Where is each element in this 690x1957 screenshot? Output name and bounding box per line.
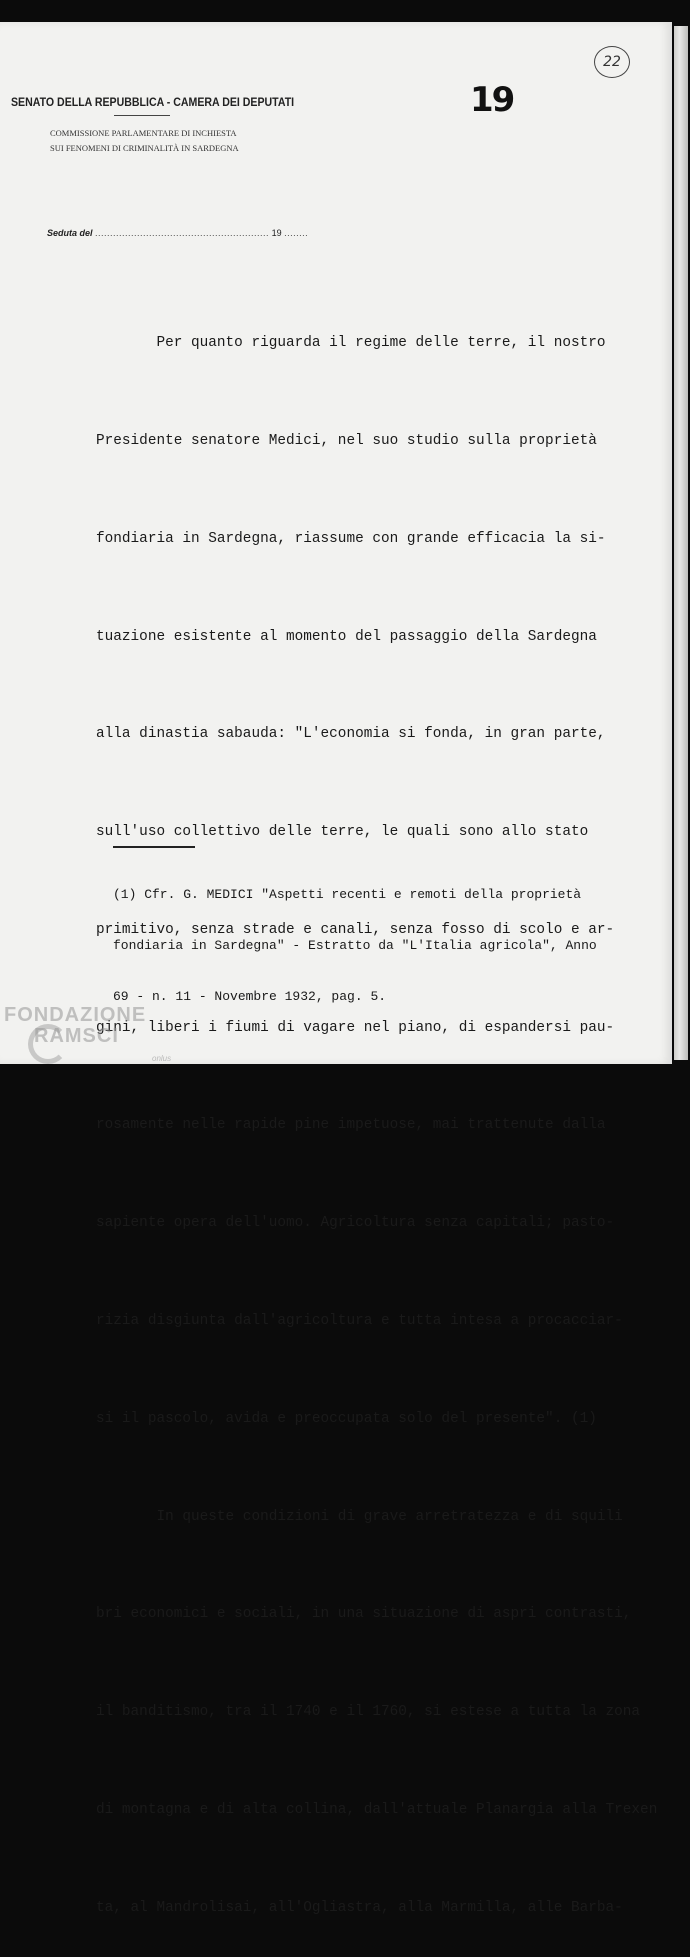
body-line: ta, al Mandrolisai, all'Ogliastra, alla Marmilla, alle Barba- — [96, 1899, 623, 1916]
body-line: Per quanto riguarda il regime delle terre, il nostro — [96, 335, 606, 352]
body-line: si il pascolo, avida e preoccupata solo del presente". (1) — [96, 1410, 597, 1427]
handwritten-page-number: 19 — [470, 80, 514, 120]
page-edge — [674, 26, 688, 1060]
footnote-line: fondiaria in Sardegna" - Estratto da "L'Italia agricola", Anno — [113, 938, 597, 953]
body-line: rosamente nelle rapide pine impetuose, mai trattenute dalla — [96, 1117, 606, 1134]
body-line: il banditismo, tra il 1740 e il 1760, si estese a tutta la zona — [96, 1704, 641, 1721]
heading-underline — [114, 115, 170, 116]
body-line: sull'uso collettivo delle terre, le quali sono allo stato — [96, 824, 589, 841]
body-line: di montagna e di alta collina, dall'attuale Planargia alla Trexen — [96, 1801, 658, 1818]
watermark-g-logo-icon — [28, 1024, 68, 1064]
fondazione-gramsci-watermark — [4, 1004, 172, 1063]
seduta-dots: .......................................................... — [95, 228, 270, 238]
seduta-year-prefix: 19 — [271, 228, 282, 238]
commission-line-1: COMMISSIONE PARLAMENTARE DI INCHIESTA — [50, 128, 237, 138]
footnote-line: 69 - n. 11 - Novembre 1932, pag. 5. — [113, 989, 387, 1004]
footnote — [113, 852, 597, 1022]
footnote-line: (1) Cfr. G. MEDICI "Aspetti recenti e remoti della proprietà — [113, 887, 582, 902]
seduta-date-line — [47, 228, 308, 238]
watermark-onlus: onlus — [152, 1054, 172, 1063]
seduta-label: Seduta del — [47, 228, 93, 238]
body-line: sapiente opera dell'uomo. Agricoltura senza capitali; pasto- — [96, 1215, 615, 1232]
body-line: tuazione esistente al momento del passaggio della Sardegna — [96, 628, 597, 645]
seduta-trailing-dots: ........ — [284, 228, 309, 238]
institution-heading: SENATO DELLA REPUBBLICA - CAMERA DEI DEPUTATI — [11, 97, 295, 109]
commission-line-2: SUI FENOMENI DI CRIMINALITÀ IN SARDEGNA — [50, 143, 239, 153]
footnote-separator — [113, 846, 195, 848]
body-line: Presidente senatore Medici, nel suo studio sulla proprietà — [96, 432, 597, 449]
commission-block — [50, 126, 239, 156]
watermark-line-2: RAMSCI — [34, 1025, 119, 1047]
body-line: bri economici e sociali, in una situazione di aspri contrasti, — [96, 1606, 632, 1623]
watermark-line-1: FONDAZIONE — [4, 1004, 147, 1026]
circled-archive-number: 22 — [594, 46, 630, 78]
body-line: fondiaria in Sardegna, riassume con grande efficacia la si- — [96, 530, 606, 547]
body-line: In queste condizioni di grave arretratezza e di squili — [96, 1508, 623, 1525]
body-line: gini, liberi i fiumi di vagare nel piano, di espandersi pau- — [96, 1019, 615, 1036]
body-line: primitivo, senza strade e canali, senza fosso di scolo e ar- — [96, 921, 615, 938]
typed-body-text — [96, 262, 658, 1957]
body-line: rizia disgiunta dall'agricoltura e tutta intesa a procacciar- — [96, 1313, 623, 1329]
body-line: alla dinastia sabauda: "L'economia si fonda, in gran parte, — [96, 726, 606, 743]
